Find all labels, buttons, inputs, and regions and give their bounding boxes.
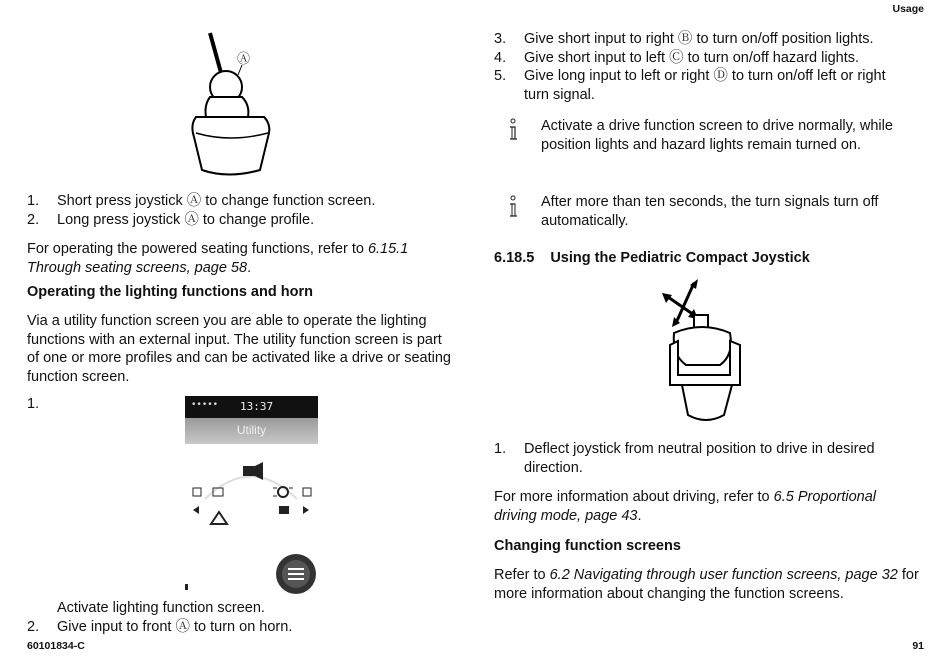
left-turn-signal-icon	[193, 488, 201, 514]
right-turn-signal-icon	[303, 488, 311, 514]
lighting-body: Via a utility function screen you are able to operate the lighting functions with an external input. The utility function screen is part of one or more profiles and can be activated like a drive or seating function screen.	[27, 313, 451, 385]
running-header: Usage	[892, 3, 924, 15]
joystick-press-illustration	[180, 25, 290, 180]
lighting-heading: Operating the lighting functions and horn	[27, 284, 313, 300]
info-icon	[506, 195, 520, 221]
callout-a: Ⓐ	[237, 51, 251, 66]
clock: 13:37	[240, 400, 274, 413]
driving-reference: For more information about driving, refer to 6.5 Proportional driving mode, page 43.	[494, 489, 877, 524]
step-number: 1.	[27, 396, 40, 412]
section-title: Using the Pediatric Compact Joystick	[550, 250, 810, 266]
menu-button-icon	[276, 554, 316, 594]
note-drive-screen: Activate a drive function screen to drive normally, while position lights and hazard lights remain turned on.	[541, 118, 893, 153]
doc-number: 60101834-C	[27, 640, 85, 652]
status-left: •••••	[191, 400, 219, 410]
utility-screen	[185, 396, 318, 596]
step-caption: Activate lighting function screen.	[57, 600, 265, 616]
changing-heading: Changing function screens	[494, 538, 681, 554]
pediatric-joystick-illustration	[650, 275, 750, 427]
seating-link[interactable]: 6.15.1 Through seating screens, page 58	[27, 241, 409, 276]
info-icon	[506, 118, 520, 144]
screen-title: Utility	[236, 423, 267, 437]
seating-reference: For operating the powered seating functions, refer to 6.15.1 Through seating screens, page 58.	[27, 241, 409, 276]
navigation-link[interactable]: 6.2 Navigating through user function screens, page 32	[549, 567, 898, 583]
page-number: 91	[912, 640, 924, 652]
hazard-icon	[211, 512, 227, 524]
utility-icons	[185, 444, 318, 596]
note-turn-signals: After more than ten seconds, the turn signals turn off automatically.	[541, 194, 879, 229]
section-number: 6.18.5	[494, 250, 535, 266]
status-bar	[185, 396, 318, 418]
driving-link[interactable]: 6.5 Proportional driving mode, page 43	[494, 489, 877, 524]
screen-title-bar	[185, 418, 318, 444]
changing-reference: Refer to 6.2 Navigating through user function screens, page 32 for more information about changing the function screens.	[494, 567, 919, 602]
section-heading	[494, 249, 810, 268]
